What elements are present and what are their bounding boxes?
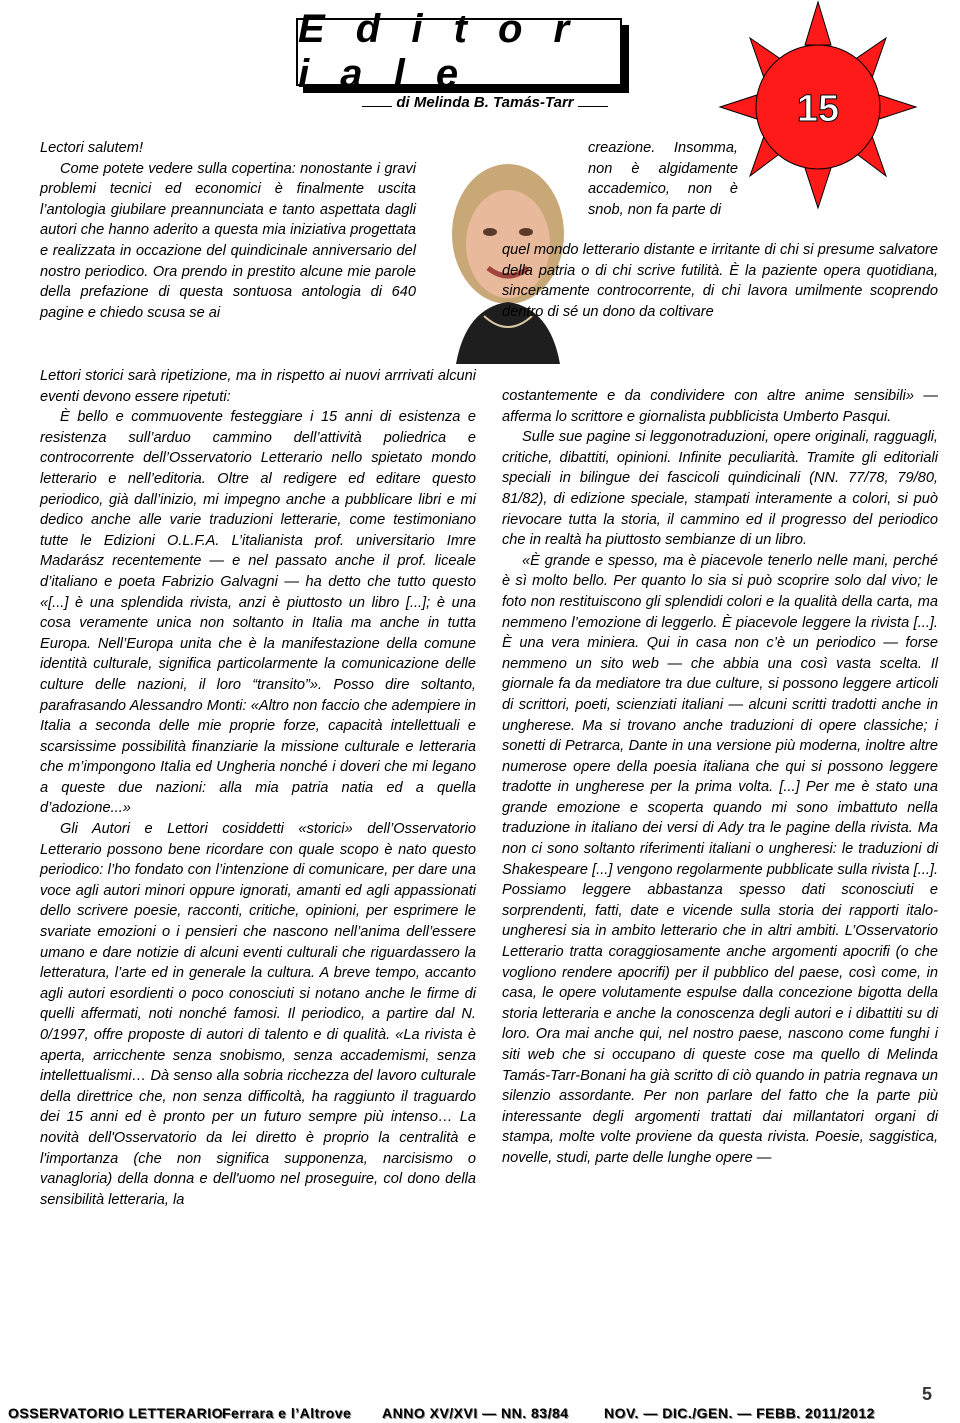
paragraph: creazione. Insomma, non è algidamente accademico, non è snob, non fa parte di — [588, 140, 738, 218]
byline-rule-right — [578, 106, 608, 107]
badge-number: 15 — [796, 88, 840, 130]
paragraph: costantemente e da condividere con altre anime sensibili» — afferma lo scrittore e giornalista pubblicista Umberto Pasqui. — [502, 388, 938, 425]
page-footer — [0, 1386, 960, 1423]
anniversary-sun-badge — [700, 0, 960, 220]
salutation: Lectori salutem! — [40, 140, 144, 156]
paragraph: Come potete vedere sulla copertina: nonostante i gravi problemi tecnici ed economici è finalmente uscita l’antologia giubilare preannunciata e tanto aspettata dagli autori che hanno aderito a questa mia iniziativa progettata e realizzata in occazione del quindicinale anniversario del nostro periodico. Ora prendo in prestito alcune mie parole della prefazione di questa sontuosa antologia di 640 pagine e chiedo scusa se ai — [40, 160, 416, 321]
article-left-top — [40, 138, 416, 323]
article-right-column — [502, 386, 938, 1169]
footer-date: NOV. — DIC./GEN. — FEBB. 2011/2012 — [604, 1405, 875, 1421]
paragraph: Gli Autori e Lettori cosiddetti «storici» dell’Osservatorio Letterario possono bene ricordare con quale scopo è nato questo periodico: l’ho fondato con l’intenzione di comunicare, per dare una voce agli autori minori oppure ignorati, amanti ed agli appassionati dello scrivere poesie, racconti, critiche, opinioni, per esprimere le svariate emozioni o i pensieri che nascono nell’anima dell’essere umano e dare notizie di alcuni eventi culturali che riguardassero la letteratura, l’arte ed in generale la cultura. A breve tempo, accanto agli autori esordienti o poco conosciuti si notano anche le firme di quelli affermati, noti nonché famosi. Il periodico, a partire dal N. 0/1997, offre proposte di autori di talento e di qualità. «La rivista è aperta, arricchente senza snobismo, senza accademismi, senza intellettualismi… Dà senso alla sobria ricchezza del lavoro culturale della direttrice che, non senza difficoltà, ha raggiunto il traguardo dei 15 anni ed è pronto per un futuro sempre più intenso… La novità dell'Osservatorio da lei diretto è proprio la centralità e l'importanza (che non significa supponenza, narcisismo o vanagloria) della donna e dell'uomo nel proseguire, col dono della sensibilità letteraria, la — [40, 821, 476, 1208]
paragraph: Sulle sue pagine si leggonotraduzioni, opere originali, ragguagli, critiche, dibattiti, opinioni. Infinite peculiarità. Tramite gli editoriali speciali in bilingue dei fascicoli quindicinali (NN. 77/78, 79/80, 81/82), di edizione speciale, stampati interamente a colori, si può rievocare tutta la storia, il cammino ed il progresso del periodico che in realtà ha piuttosto sembianze di un libro. — [502, 429, 938, 549]
article-right-top-continued — [502, 240, 938, 322]
byline-rule-left — [362, 106, 392, 107]
article-right-top — [588, 138, 738, 220]
paragraph: quel mondo letterario distante e irritante di chi si presume salvatore della patria o di chi scrive futilità. È la paziente opera quotidiana, sinceramente controcorrente, di chi lavora umilmente scoprendo dentro di sé un dono da coltivare — [502, 242, 938, 320]
footer-place: Ferrara e l’Altrove — [222, 1405, 352, 1421]
paragraph: È bello e commuovente festeggiare i 15 anni di esistenza e resistenza sull’arduo cammino dell’attività poliedrica e controcorrente dell’Osservatorio Letterario nello spietato mondo letterario e nell’editoria. Oltre al redigere ed editare questo periodico, già dall’inizio, mi impegno anche a pubblicare libri e mi dedico anche alle varie traduzioni letterarie, come testimoniano tutte le Edizioni O.L.F.A. L’italianista prof. universitario Imre Madarász recentemente — e nel passato anche il prof. liceale d’italiano e poeta Fabrizio Galvagni — ha detto che tutto questo «[...] è una splendida rivista, anzi è piuttosto un libro [...]; è una cosa veramente unica non soltanto in Italia ma anche in tutta Europa. Nell’Europa unita che è la manifestazione della comune identità culturale, significa particolarmente la comunicazione delle culture delle nazioni, il loro “transito”». Posso dire soltanto, parafrasando Alessandro Monti: «Altro non faccio che adempiere in Italia a seconda delle mie proprie forze, capacità intellettuali e scarsissime possibilità finanziarie la missione culturale e letteraria che m’impongono Italia ed Ungheria nonché i doveri che mi legano a queste due nazioni: alla mia patria natia ed a quella d’adozione...» — [40, 409, 476, 817]
byline — [355, 94, 615, 111]
byline-text: di Melinda B. Tamás-Tarr — [396, 94, 574, 111]
editorial-title-box — [296, 7, 622, 96]
paragraph: Lettori storici sarà ripetizione, ma in rispetto ai nuovi arrrivati alcuni eventi devono essere ripetuti: — [40, 368, 476, 405]
article-left-column — [40, 366, 476, 1210]
page-number: 5 — [922, 1384, 933, 1404]
footer-issue: ANNO XV/XVI — NN. 83/84 — [382, 1405, 569, 1421]
editorial-title: E d i t o r i a l e — [298, 7, 580, 96]
paragraph: «È grande e spesso, ma è piacevole tenerlo nelle mani, perché è sì molto bello. Per quanto lo sia si può scoprire solo dal vivo; le foto non restituiscono gli splendidi colori e la qualità della carta, ma nemmeno l’emozione di leggerlo. È piacevole leggere la rivista [...]. È una vera miniera. Qui in casa non c’è un periodico — forse nemmeno un sito web — che abbia una così vasta scelta. Il giornale fa da mediatore tra due culture, si possono leggere articoli di scrittori, poeti, scienziati italiani — alcuni scritti tradotti anche in ungherese. Ma si trovano anche traduzioni di opere classiche; i sonetti di Petrarca, Dante in una versione più moderna, inoltre altre numerose opere della poesia italiana che qui si possono leggere tradotte in ungherese per la prima volta. [...] Per me è stato una grande emozione e scoperta quando mi sono imbattuto nella traduzione in italiano dei versi di Ady tra le pagine della rivista. Ma non ci sono soltanto riferimenti italiani o ungheresi: le traduzioni di Shakespeare [...] vengono regolarmente pubblicate sulla rivista [...]. Possiamo leggere abbastanza spesso dati sconosciuti e sorprendenti, fatti, date e vicende sulla storia dei rapporti italo-ungheresi sia in ambito letterario che in altri ambiti. L’Osservatorio Letterario tratta coraggiosamente anche argomenti apocrifi (o che vogliono rendere apocrifi) per il pubblico del paese, così come, in casa, le opere volutamente espulse dalla concezione bigotta della storia letteraria e anche la conoscenza degli autori e i dibattiti su di loro. Ora mai anche qui, nel nostro paese, nascono come funghi i siti web che si occupano di queste cose ma quello di Melinda Tamás-Tarr-Bonani ha già scritto di ciò quando in patria regnava un silenzio assordante. Per non parlare del fatto che la parte più interessante degli argomenti trattati dai millantatori organi di stampa, molte volte proviene da questa rivista. Poesie, saggistica, novelle, studi, parte delle lunghe opere — — [502, 552, 938, 1166]
footer-journal: OSSERVATORIO LETTERARIO — [8, 1405, 224, 1421]
